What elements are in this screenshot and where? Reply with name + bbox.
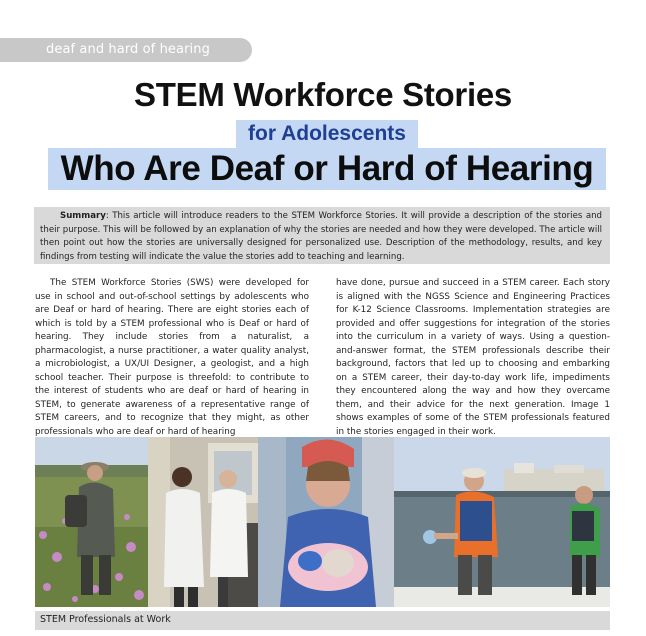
photo-caption-bar <box>35 611 610 630</box>
section-tab-label: deaf and hard of hearing <box>46 42 210 57</box>
article-subtitle-large: Who Are Deaf or Hard of Hearing <box>48 148 606 190</box>
summary-text: : This article will introduce readers to the STEM Workforce Stories. It will provide a description of the stories and their purpose. This will be followed by an explanation of why the stories are needed and how they were developed. The article will then point out how the stories are universally designed for personalized use. Description of the methodology, results, and key findings from testing will indicate the value the stories add to teaching and learning. <box>40 211 602 262</box>
photo-caption: STEM Professionals at Work <box>40 614 171 625</box>
body-column-left: The STEM Workforce Stories (SWS) were developed for use in school and out-of-school settings by adolescents who are Deaf or hard of hearing. There are eight stories each of which is told by a STEM professional who is Deaf or hard of hearing. They include stories from a naturalist, a pharmacologist, a nurse practitioner, a water quality analyst, a microbiologist, a UX/UI Designer, a geologist, and a high school teacher. Their purpose is threefold: to contribute to the interest of students who are deaf or hard of hearing in STEM, to generate awareness of a representative range of STEM careers, and to recognize that they might, as other professionals who are deaf or hard of hearing <box>35 278 309 438</box>
section-tab <box>0 38 252 62</box>
article-subtitle: for Adolescents <box>236 120 418 148</box>
body-column-right: have done, pursue and succeed in a STEM career. Each story is aligned with the NGSS Science and Engineering Practices for K-12 Science Classrooms. Implementation strategies are provided and offer suggestions for integration of the stories into the curriculum in a variety of ways. Using a question-and-answer format, the STEM professionals describe their background, factors that led up to choosing and embarking on a STEM career, their day-to-day work life, impediments they encountered along the way and how they overcame them, and their advice for the next generation. Image 1 shows examples of some of the STEM professionals featured in the stories engaged in their work. <box>336 278 610 438</box>
photo-strip <box>35 437 610 607</box>
photo-naturalist <box>35 437 148 607</box>
photo-water-analysts <box>394 437 610 607</box>
photo-laboratory <box>148 437 258 607</box>
summary-label: Summary <box>60 211 106 221</box>
summary-box <box>34 207 610 264</box>
photo-nurse <box>258 437 394 607</box>
article-title: STEM Workforce Stories <box>134 76 512 113</box>
